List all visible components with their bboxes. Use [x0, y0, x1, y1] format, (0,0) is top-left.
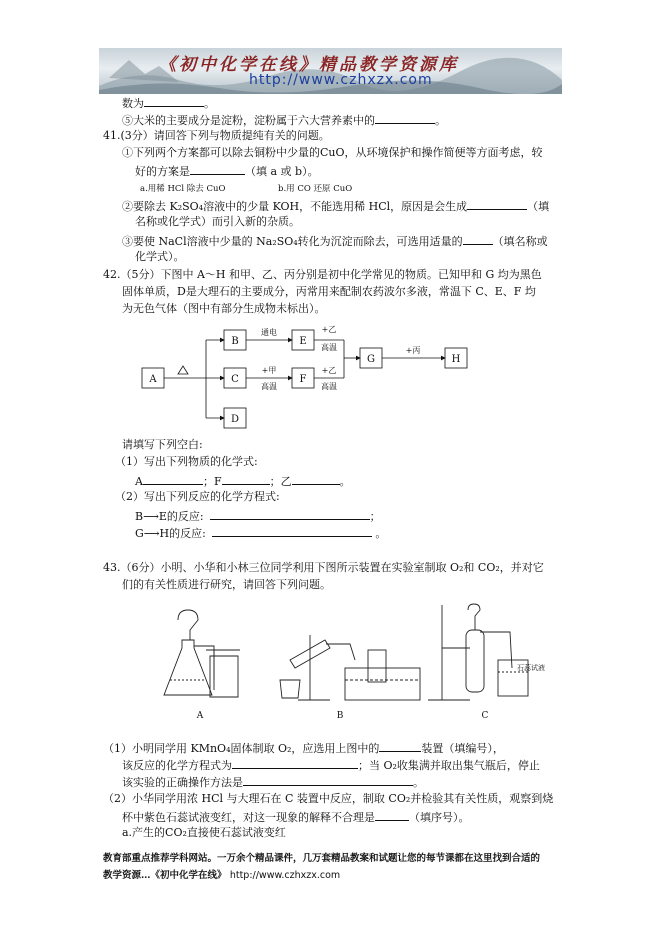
- q41-item3-a: ③要使 NaCl溶液中少量的 Na₂SO₄转化为沉淀而除去，可选用适量的 （填名称或: [122, 235, 548, 248]
- apparatus-C-label: C: [481, 711, 489, 721]
- q41-option-a: a.用稀 HCl 除去 CuO: [140, 184, 226, 194]
- apparatus-B-label: B: [336, 711, 344, 721]
- q43-head1: 43.（6分）小明、小华和小林三位同学利用下图所示装置在实验室制取 O₂和 CO₂，并对它: [103, 561, 544, 574]
- q41-item3-b: 化学式）。: [135, 250, 185, 263]
- node-A: A: [149, 374, 157, 385]
- banner-title: 《初中化学在线》精品教学资源库: [159, 55, 459, 75]
- label-cf-bot: 高温: [261, 382, 277, 391]
- node-D: D: [230, 414, 240, 425]
- node-H: H: [451, 354, 461, 365]
- q41-head: 41.(3分）请回答下列与物质提纯有关的问题。: [103, 129, 330, 142]
- header-banner: [99, 48, 562, 94]
- q41-option-b: b.用 CO 还原 CuO: [278, 184, 353, 194]
- heat-triangle-icon: [178, 366, 188, 374]
- q43-s2-b: 杯中紫色石蕊试液变红，对这一现象的解释不合理是 （填序号）。: [122, 811, 470, 824]
- apparatus-A-drawing: [164, 610, 240, 697]
- apparatus-C-drawing: [428, 604, 528, 700]
- q43-s1-c: 该实验的正确操作方法是 。: [122, 776, 424, 789]
- node-F: F: [299, 374, 307, 385]
- node-E: E: [299, 336, 307, 347]
- node-B: B: [231, 336, 239, 347]
- apparatus-A-label: A: [196, 711, 204, 721]
- q42-sub2: （2）写出下列反应的化学方程式:: [115, 490, 280, 503]
- q42-formulas-line: A ；F ；乙 。: [135, 475, 351, 488]
- q42-gh-line: G⟶H的反应: 。: [135, 527, 387, 540]
- q40-item5: ⑤大米的主要成分是淀粉，淀粉属于六大营养素中的 。: [122, 114, 446, 127]
- q40-line-cont: 数为 。: [122, 97, 215, 110]
- q41-item2-b: 名称或化学式）而引入新的杂质。: [135, 215, 300, 228]
- q41-item1-a: ①下列两个方案都可以除去铜粉中少量的CuO，从环境保护和操作简便等方面考虑，较: [122, 146, 543, 159]
- label-fg-bot: 高温: [321, 382, 337, 391]
- q41-item2-a: ②要除去 K₂SO₄溶液中的少量 KOH，不能选用稀 HCl，原因是会生成 （填: [122, 200, 550, 213]
- q43-s2-a: （2）小华同学用浓 HCl 与大理石在 C 装置中反应，制取 CO₂并检验其有关性质，观察到烧: [103, 792, 554, 805]
- q41-item1-b: 好的方案是 （填 a 或 b）。: [135, 165, 319, 178]
- label-be-top: 通电: [261, 328, 277, 337]
- reaction-flow-diagram: [130, 320, 500, 435]
- footer-line1: 教育部重点推荐学科网站。一万余个精品课件，几万套精品教案和试题让您的每节课都在这里找到合适的: [103, 853, 541, 864]
- footer-line2: 教学资源…《初中化学在线》 http://www.czhxzx.com: [103, 870, 341, 881]
- q42-head2: 固体单质，D是大理石的主要成分，丙常用来配制农药波尔多液，常温下 C、E、F 均: [122, 285, 536, 298]
- q42-fill-intro: 请填写下列空白:: [122, 438, 203, 451]
- q43-s1-a: （1）小明同学用 KMnO₄固体制取 O₂，应选用上图中的 装置（填编号），: [103, 742, 504, 755]
- q42-sub1: （1）写出下列物质的化学式:: [115, 455, 258, 468]
- q42-head3: 为无色气体（图中有部分生成物未标出）。: [122, 302, 326, 315]
- label-cf-top: +甲: [261, 366, 277, 375]
- apparatus-B-drawing: [280, 635, 420, 700]
- label-eg-bot: 高温: [321, 343, 337, 352]
- beaker-label: 石蕊试液: [517, 664, 545, 672]
- label-eg-top: +乙: [321, 325, 337, 334]
- label-fg-top: +乙: [321, 366, 337, 375]
- q42-be-line: B⟶E的反应: ；: [135, 510, 381, 523]
- q43-head2: 们的有关性质进行研究，请回答下列问题。: [122, 578, 331, 591]
- q42-head1: 42.（5分）下图中 A～H 和甲、乙、丙分别是初中化学常见的物质。已知甲和 G 均为黑色: [103, 268, 542, 281]
- apparatus-figure: [150, 600, 550, 725]
- q43-s2-c: a.产生的CO₂直接使石蕊试液变红: [122, 826, 286, 839]
- footer-url[interactable]: http://www.czhxzx.com: [229, 870, 341, 881]
- banner-url[interactable]: http://www.czhxzx.com: [249, 72, 433, 88]
- label-gh-top: +丙: [405, 346, 421, 355]
- node-C: C: [231, 374, 239, 385]
- q43-s1-b: 该反应的化学方程式为 ；当 O₂收集满并取出集气瓶后，停止: [122, 759, 540, 772]
- node-G: G: [367, 354, 375, 365]
